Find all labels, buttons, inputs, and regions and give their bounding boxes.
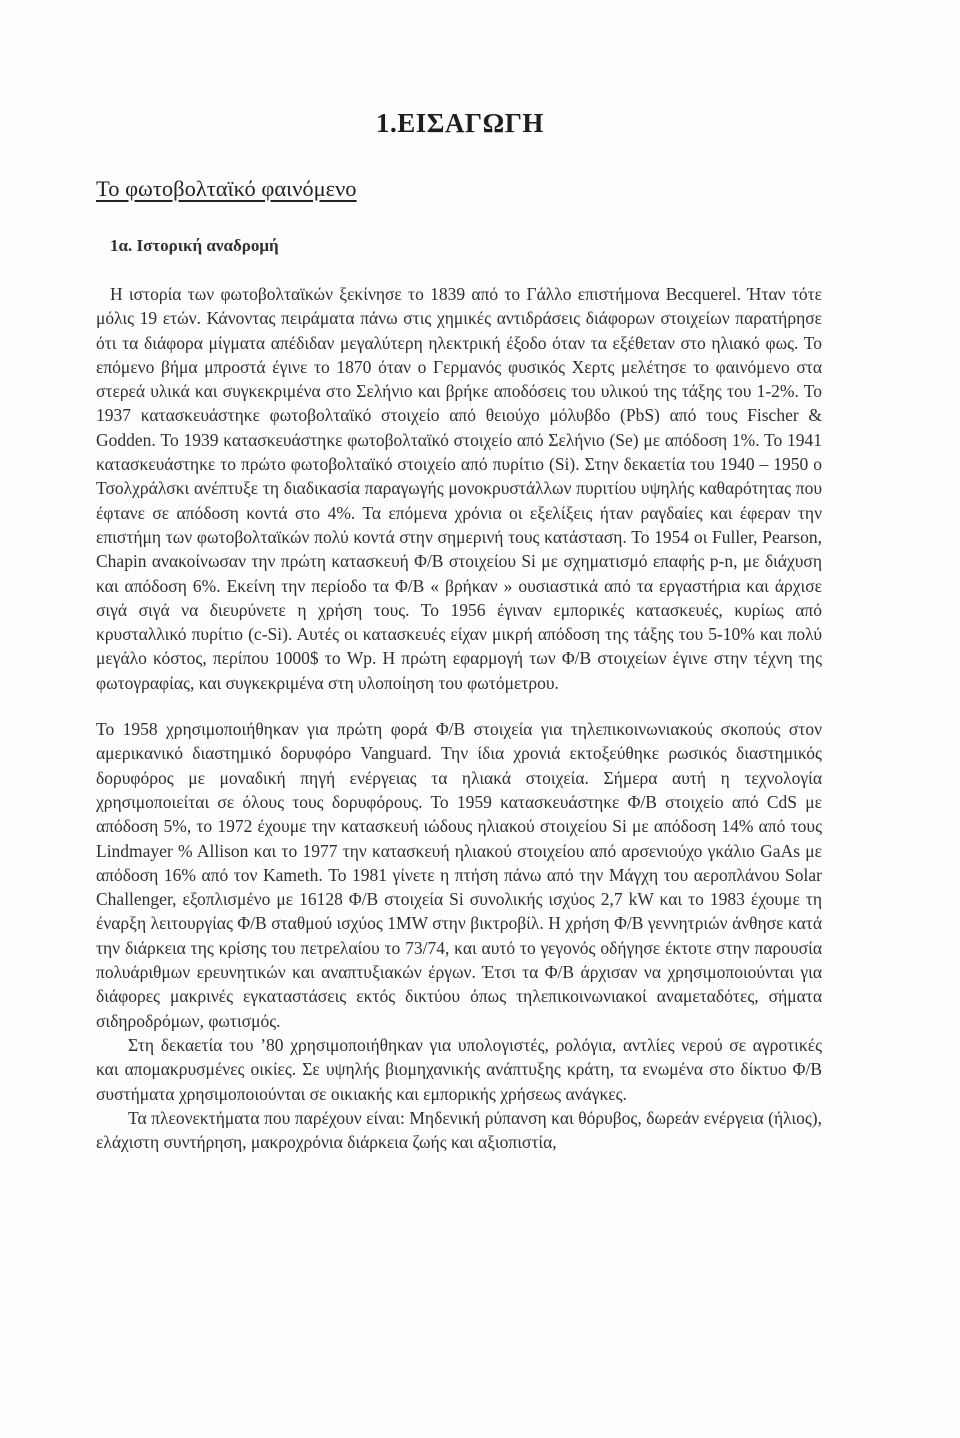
paragraph-advantages: Τα πλεονεκτήματα που παρέχουν είναι: Μηδενική ρύπανση και θόρυβος, δωρεάν ενέργεια (ήλιος), ελάχιστη συντήρηση, μακροχρόνια διάρκεια ζωής και αξιοπιστία, bbox=[96, 1107, 822, 1153]
section-title: Το φωτοβολταϊκό φαινόμενο bbox=[96, 176, 357, 201]
document-body bbox=[96, 282, 822, 1154]
subsection-title: 1α. Ιστορική αναδρομή bbox=[110, 236, 279, 255]
paragraph-eighties: Στη δεκαετία του ’80 χρησιμοποιήθηκαν για υπολογιστές, ρολόγια, αντλίες νερού σε αγροτικές και απομακρυσμένες οικίες. Σε υψηλής βιομηχανικής ανάπτυξης κράτη, τα ενωμένα στο δίκτυο Φ/Β συστήματα χρησιμοποιούνται σε οικιακής και εμπορικής χρήσεως ανάγκες. bbox=[96, 1034, 822, 1104]
paragraph-space-applications: Το 1958 χρησιμοποιήθηκαν για πρώτη φορά Φ/Β στοιχεία για τηλεπικοινωνιακούς σκοπούς στον αμερικανικό διαστημικό δορυφόρο Vanguard. Την ίδια χρονιά εκτοξεύθηκε ρωσικός διαστημικός δορυφόρος με μοναδική πηγή ενέργειας τα ηλιακά στοιχεία. Σήμερα αυτή η τεχνολογία χρησιμοποιείται σε όλους τους δορυφόρους. Το 1959 κατασκευάστηκε Φ/Β στοιχείο από CdS με απόδοση 5%, το 1972 έχουμε την κατασκευή ιώδους ηλιακού στοιχείου Si με απόδοση 14% από τους Lindmayer % Allison και το 1977 την κατασκευή ηλιακού στοιχείου από αρσενιούχο γκάλιο GaAs με απόδοση 16% από τον Kameth. Το 1981 γίνετε η πτήση πάνω από την Μάγχη του αεροπλάνου Solar Challenger, εξοπλισμένο με 16128 Φ/Β στοιχεία Si συνολικής ισχύος 2,7 kW και το 1983 έχουμε τη έναρξη λειτουργίας Φ/Β σταθμού ισχύος 1MW στην βικτροβίλ. Η χρήση Φ/Β γεννητριών άνθησε κατά την διάρκεια της κρίσης του πετρελαίου το 73/74, και αυτό το γεγονός οδήγησε έκτοτε στην παρουσία πολυάριθμων ερευνητικών και αναπτυξιακών έργων. Έτσι τα Φ/Β άρχισαν να χρησιμοποιούνται για διάφορες μακρινές εγκαταστάσεις εκτός δικτύου όπως τηλεπικοινωνιακοί αναμεταδότες, σήματα σιδηροδρόμων, φωτισμός. bbox=[96, 719, 822, 1031]
chapter-title: 1.ΕΙΣΑΓΩΓΗ bbox=[376, 108, 544, 138]
paragraph-history-intro: Η ιστορία των φωτοβολταϊκών ξεκίνησε το 1839 από το Γάλλο επιστήμονα Becquerel. Ήταν τότε μόλις 19 ετών. Κάνοντας πειράματα πάνω στις χημικές αντιδράσεις διάφορων στοιχείων παρατήρησε ότι τα διάφορα μίγματα απέδιδαν μεγαλύτερη ηλεκτρική έξοδο όταν τα εξέθεταν στο ηλιακό φως. Το επόμενο βήμα μπροστά έγινε το 1870 όταν ο Γερμανός φυσικός Χερτς μελέτησε το φαινόμενο στα στερεά υλικά και συγκεκριμένα στο Σελήνιο και βρήκε αποδόσεις του υλικού της τάξης του 1-2%. Το 1937 κατασκευάστηκε φωτοβολταϊκό στοιχείο από θειούχο μόλυβδο (PbS) από τους Fischer & Godden. Το 1939 κατασκευάστηκε φωτοβολταϊκό στοιχείο από Σελήνιο (Se) με απόδοση 1%. Το 1941 κατασκευάστηκε το πρώτο φωτοβολταϊκό στοιχείο από πυρίτιο (Si). Στην δεκαετία του 1940 – 1950 ο Τσολχράλσκι ανέπτυξε τη διαδικασία παραγωγής μονοκρυστάλλων πυριτίου υψηλής καθαρότητας που έφτανε σε απόδοση κοντά στο 4%. Τα επόμενα χρόνια οι εξελίξεις ήταν ραγδαίες και έφεραν την επιστήμη των φωτοβολταϊκών πολύ κοντά στην σημερινή τους κατάσταση. Το 1954 οι Fuller, Pearson, Chapin ανακοίνωσαν την πρώτη κατασκευή Φ/Β στοιχείου Si με σχηματισμό επαφής p-n, με διάχυση και απόδοση 6%. Εκείνη την περίοδο τα Φ/Β « βρήκαν » ουσιαστικά από τα εργαστήρια και άρχισε σιγά σιγά να διευρύνετε η χρήση τους. Το 1956 έγιναν εμπορικές κατασκευές, κυρίως από κρυσταλλικό πυρίτιο (c-Si). Αυτές οι κατασκευές είχαν μικρή απόδοση της τάξης του 5-10% και πολύ μεγάλο κόστος, περίπου 1000$ το Wp. Η πρώτη εφαρμογή των Φ/Β στοιχείων έγινε στην τέχνη της φωτογραφίας, και συγκεκριμένα στη υλοποίηση του φωτόμετρου. bbox=[96, 284, 822, 693]
